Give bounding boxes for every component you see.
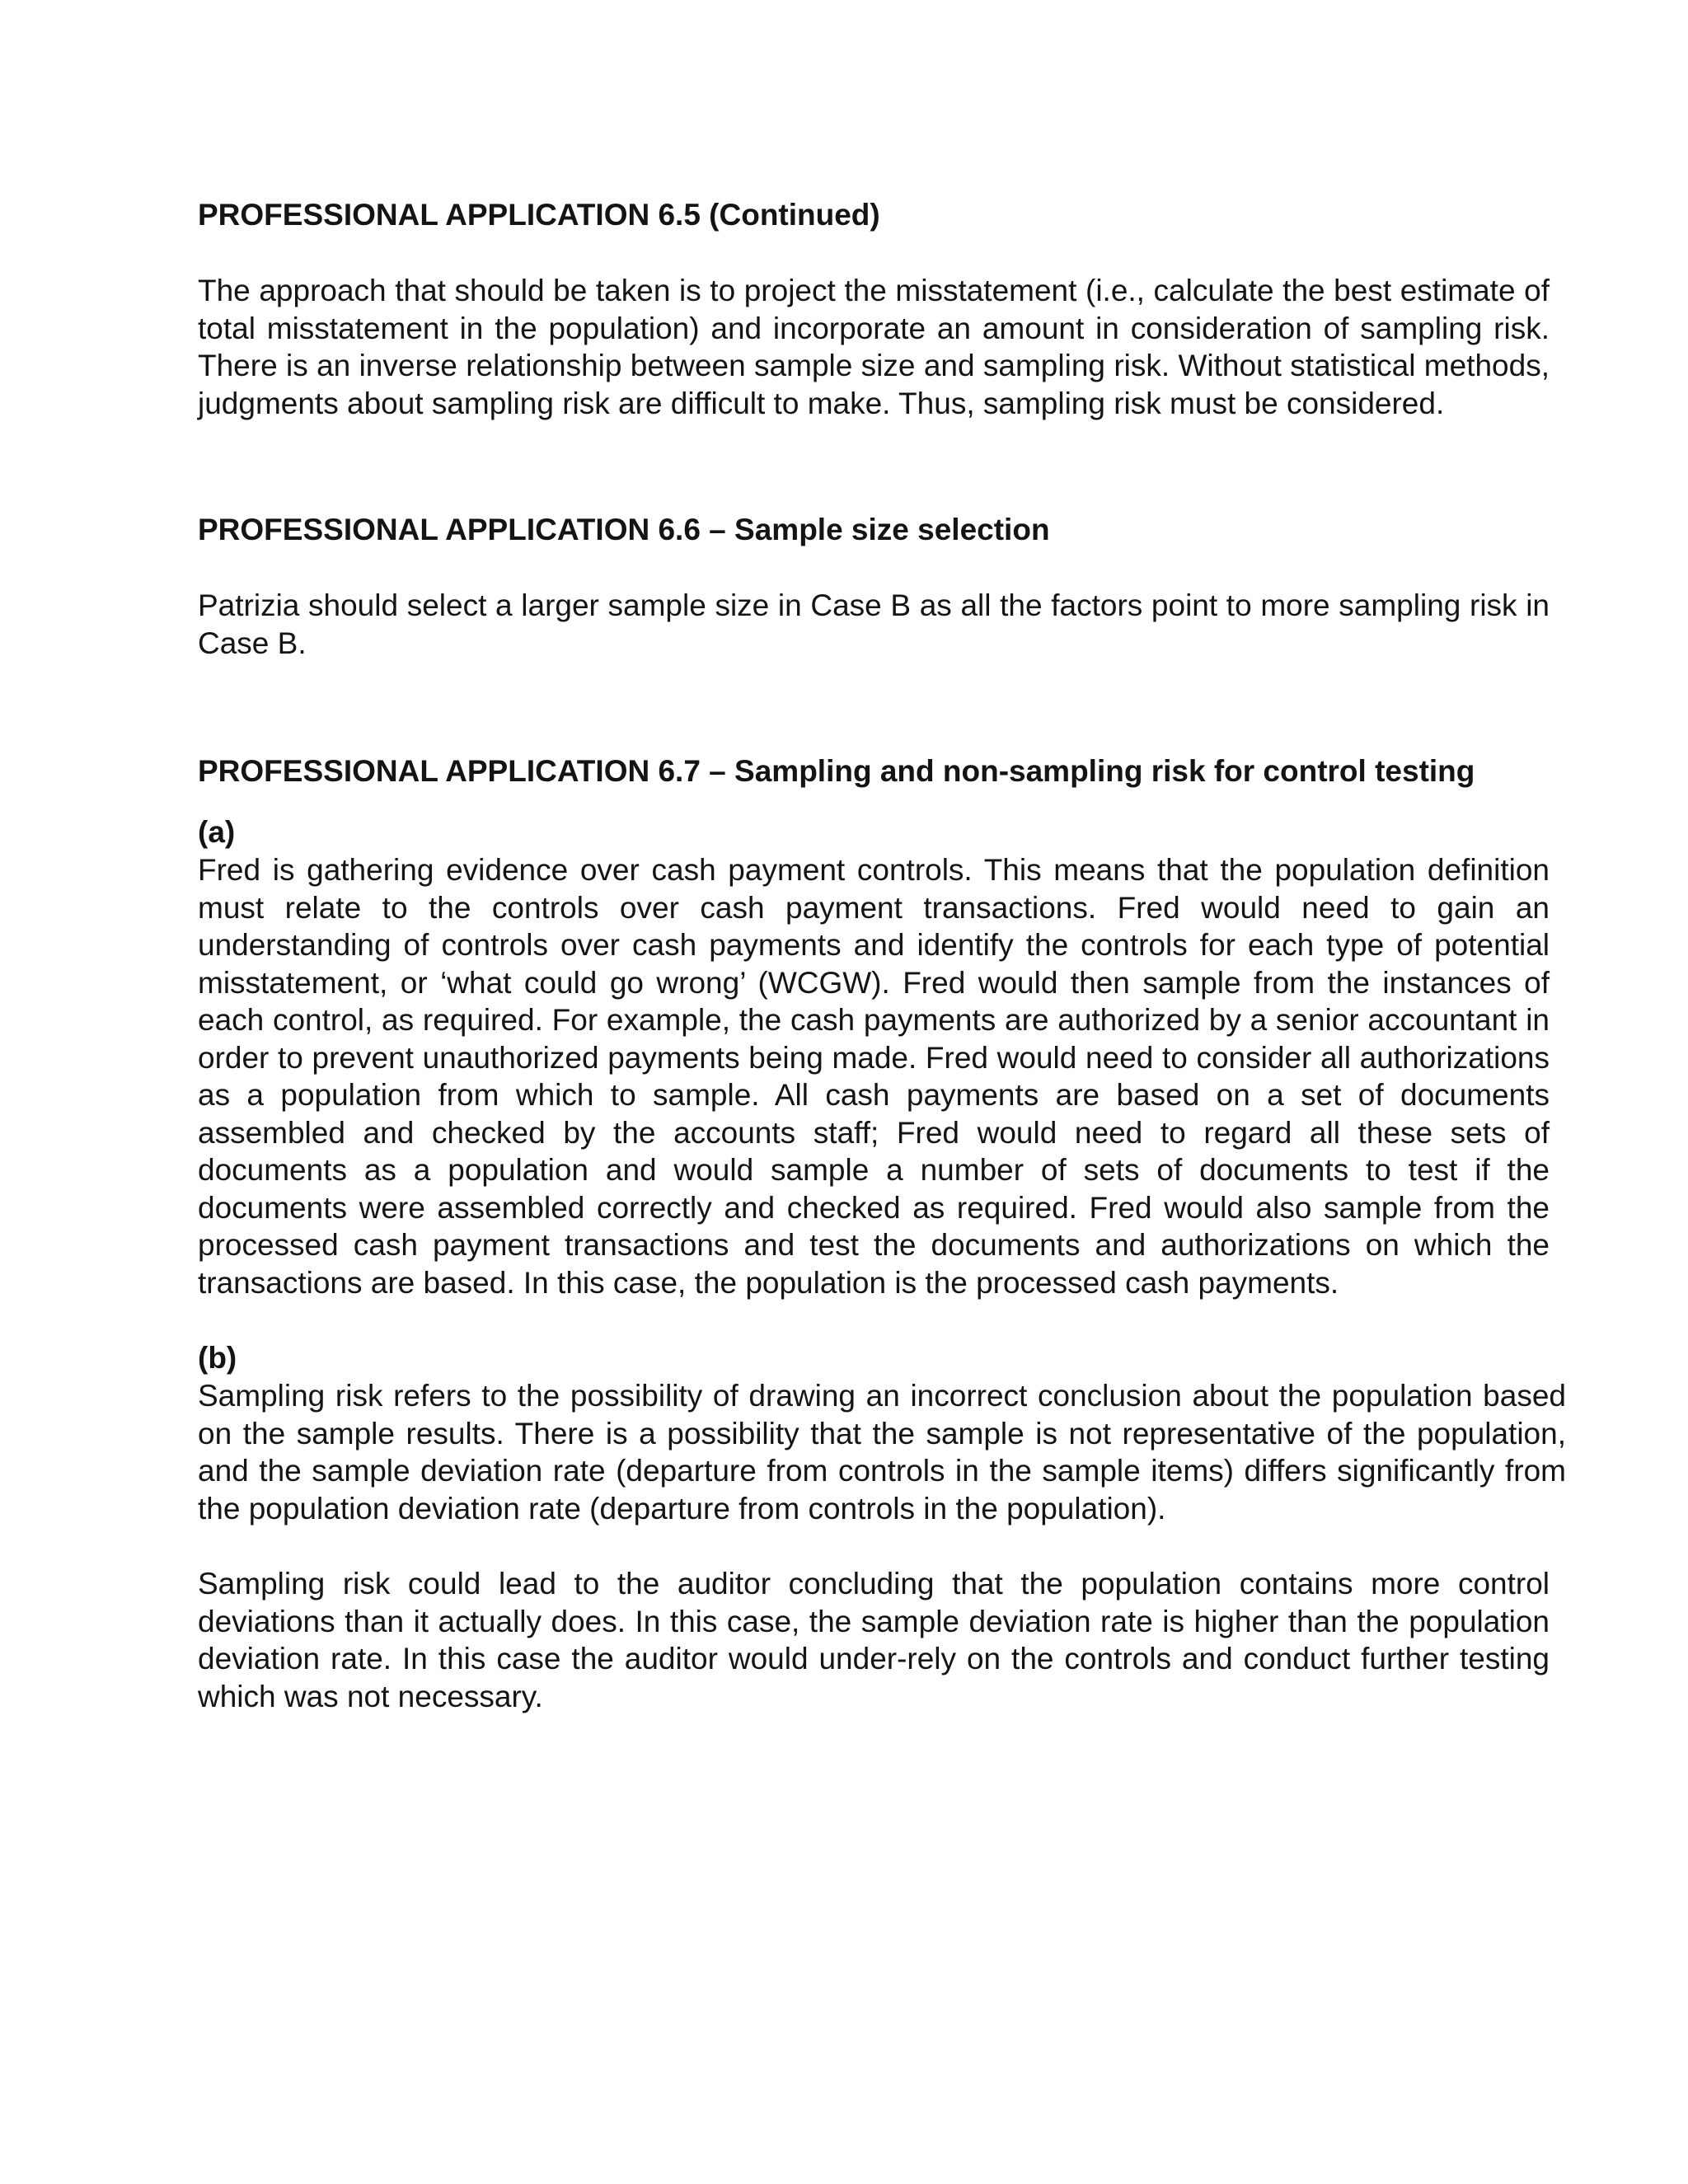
paragraph-part-b-1: Sampling risk refers to the possibility of drawing an incorrect conclusion about the population based on the sample results. There is a possibility that the sample is not representative of the population, and the sample deviation rate (departure from controls in the sample items) differs significantly from the population deviation rate (departure from controls in the population). (198, 1379, 1566, 1526)
paragraph-part-b-2: Sampling risk could lead to the auditor concluding that the population contains more control deviations than it actually does. In this case, the sample deviation rate is higher than the population deviation rate. In this case the auditor would under-rely on the controls and conduct further testing which was not necessary. (198, 1567, 1550, 1713)
part-b-label: (b) (198, 1341, 237, 1375)
document-page (198, 196, 1566, 1715)
paragraph-pa-6-6: Patrizia should select a larger sample size in Case B as all the factors point to more sampling risk in Case B. (198, 588, 1550, 660)
part-a-label: (a) (198, 815, 236, 849)
paragraph-pa-6-5: The approach that should be taken is to project the misstatement (i.e., calculate the best estimate of total misstatement in the population) and incorporate an amount in consideration of sampling risk. There is an inverse relationship between sample size and sampling risk. Without statistical methods, judgments about sampling risk are difficult to make. Thus, sampling risk must be considered. (198, 274, 1550, 420)
heading-pa-6-6: PROFESSIONAL APPLICATION 6.6 – Sample size selection (198, 513, 1050, 546)
heading-pa-6-5: PROFESSIONAL APPLICATION 6.5 (Continued) (198, 198, 880, 232)
heading-pa-6-7: PROFESSIONAL APPLICATION 6.7 – Sampling and non-sampling risk for control testing (198, 754, 1475, 788)
paragraph-part-a: Fred is gathering evidence over cash payment controls. This means that the population definition must relate to the controls over cash payment transactions. Fred would need to gain an understanding of controls over cash payments and identify the controls for each type of potential misstatement, or ‘what could go wrong’ (WCGW). Fred would then sample from the instances of each control, as required. For example, the cash payments are authorized by a senior accountant in order to prevent unauthorized payments being made. Fred would need to consider all authorizations as a population from which to sample. All cash payments are based on a set of documents assembled and checked by the accounts staff; Fred would need to regard all these sets of documents as a population and would sample a number of sets of documents to test if the documents were assembled correctly and checked as required. Fred would also sample from the processed cash payment transactions and test the documents and authorizations on which the transactions are based. In this case, the population is the processed cash payments. (198, 853, 1550, 1300)
